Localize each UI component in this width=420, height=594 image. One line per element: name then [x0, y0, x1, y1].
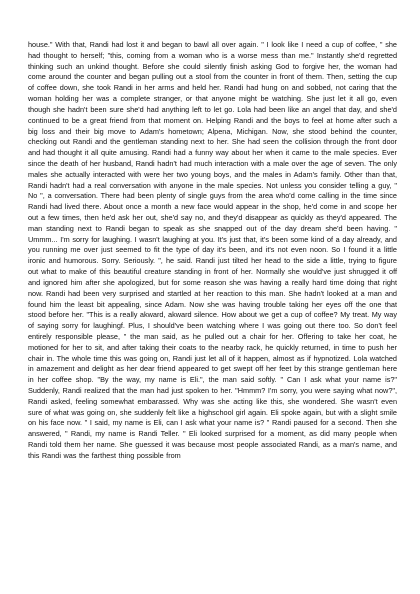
body-text: house." With that, Randi had lost it and began to bawl all over again. " I look like I need a cup of coffee, " she had thought to herself; "this, coming from a woman who is a worse mess than me." Instantly she'd regretted thinking such an unkind thought. Before she could silently finish asking God to forgive her, the woman had come around the counter and began pulling out a stool from the counter in front of them. Then, setting the cup of coffee down, she took Randi in her arms and held her. Randi had hung on and sobbed, not caring that the woman holding her was a complete stranger, or that anyone might be watching. She just let it all go, even though she hadn't been sure she'd had anything left to let go. Lola had been like an angel that day, and she'd continued to be a great friend from that moment on. Helping Randi and the boys to feel at home after such a big loss and their big move to Adam's hometown; Alpena, Michigan. Now, she stood behind the counter, checking out Randi and the gentleman standing next to her. She had seen the collision through the front door and had thought it all quite amusing. Randi had a funny way about her when it came to the male species. Ever since the death of her husband, Randi hadn't had much interaction with a male over the age of seven. The only males she actually interacted with were her two young boys, and the males in Adam's family. Other than that, Randi hadn't had a real conversation with anyone in the male species. Not unless you consider telling a guy, " No ", a conversation. There had been plenty of single guys from the area who'd come calling in the time since Randi had lived there. About once a month a new face would appear in the shop, he'd come in and scope her out a few times, then he'd ask her out, she'd say no, and they'd disappear as quickly as they'd appeared. The man standing next to Randi began to speak as she snapped out of the day dream she'd been having. " Ummm... I'm sorry for laughing. I wasn't laughing at you. It's just that, it's been some kind of a day already, and you running me over just seemed to fit the type of day it's been, and it's not even noon. So I found it a little ironic and humorous. Sorry. Seriously. ", he said. Randi just tilted her head to the side a little, trying to figure out what to make of this beautiful creature standing in front of her. Normally she would've just shrugged it off and ignored him after she apologized, but for some reason she was having a really hard time doing that right now. Randi had been very surprised and startled at her reaction to this man. She hadn't looked at a man and found him the least bit appealing, since Adam. Now she was having trouble taking her eyes off the one that stood before her. "This is a really akward, akward silence. How about we get a cup of coffee? My treat. My way of saying sorry for laughingf. Plus, I should've been watching where I was going out there too. So don't feel entirely responsible please, " the man said, as he pulled out a chair for her. Offering to take her coat, he motioned for her to sit, and after taking their coats to the nearby rack, he quickly returned, in time to push her chair in. The whole time this was going on, Randi just let all of it happen, almost as if hypnotized. Lola watched in amazement and delight as her dear friend appeared to get swept off her feet by this strange gentleman here in her coffee shop. "By the way, my name is Eli.", the man said softly. " Can I ask what your name is?" Suddenly, Randi realized that the man had just spoken to her. "Hmmm? I'm sorry, you were saying what now?", Randi asked, feeling somewhat embarassed. Why was she acting like this, she wondered. She wasn't even sure of what was going on, she suddenly felt like a highschool girl again. Eli spoke again, but with a slight smile on his face now. " I said, my name is Eli, can I ask what your name is? " Randi paused for a second. Then she answered, " Randi, my name is Randi Teller. " Eli looked surprised for a moment, as did many people when Randi told them her name. She guessed it was because most people associated Randi, as a man's name, and this Randi was the farthest thing possible from — [28, 40, 397, 460]
